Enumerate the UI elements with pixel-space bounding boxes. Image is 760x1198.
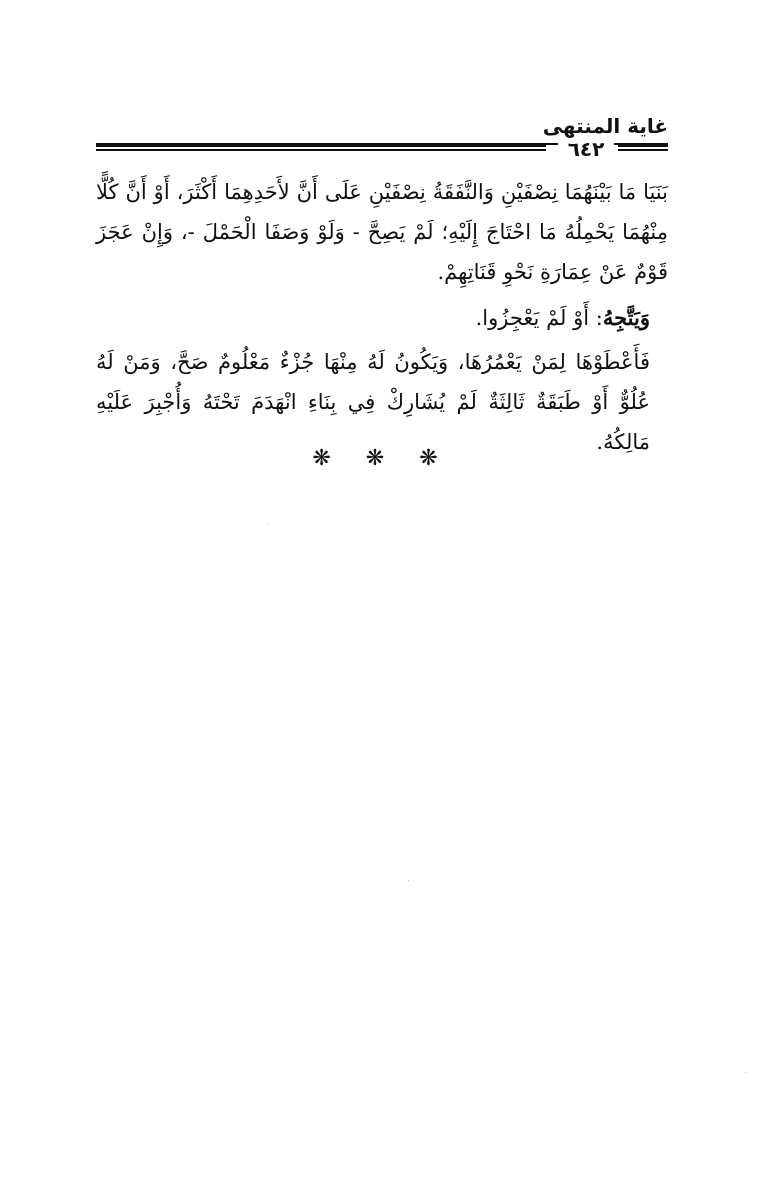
paragraph-2-text: : أَوْ لَمْ يَعْجِزُوا. <box>475 306 603 330</box>
main-text <box>96 172 668 462</box>
paragraph-2-term: وَيَتَّجِهُ <box>602 305 650 330</box>
paragraph-2 <box>96 298 668 338</box>
paper-speck <box>745 1072 746 1073</box>
paper-speck <box>268 524 269 525</box>
running-title: غاية المنتهى <box>542 114 668 138</box>
paragraph-3: فَأَعْطَوْهَا لِمَنْ يَعْمُرُهَا، وَيَكُونُ لَهُ مِنْهَا جُزْءٌ مَعْلُومٌ صَحَّ، وَمَنْ لَهُ عُلُوٌّ أَوْ طَبَقَةٌ ثَالِثَةٌ لَمْ يُشَارِكْ فِي بِنَاءِ انْهَدَمَ تَحْتَهُ وَأُجْبِرَ عَلَيْهِ مَالِكُهُ. <box>96 350 650 454</box>
paragraph-1: بَنَيَا مَا بَيْنَهُمَا نِصْفَيْنِ وَالنَّفَقَةُ نِصْفَيْنِ عَلَى أَنَّ لأَحَدِهِمَا أَكْثَرَ، أَوْ أَنَّ كُلًّا مِنْهُمَا يَحْمِلُهُ مَا احْتَاجَ إِلَيْهِ؛ لَمْ يَصِحَّ - وَلَوْ وَصَفَا الْحَمْلَ -، وَإِنْ عَجَزَ قَوْمٌ عَنْ عِمَارَةِ نَحْوِ قَنَاتِهِمْ. <box>96 180 668 284</box>
paper-speck <box>408 880 409 881</box>
header-rule-left <box>96 145 546 151</box>
header-rule-right <box>618 145 668 151</box>
page-header <box>96 100 668 160</box>
section-end-asterisks: ❋ ❋ ❋ <box>312 446 452 471</box>
page-number: ٦٤٢ <box>558 138 614 160</box>
